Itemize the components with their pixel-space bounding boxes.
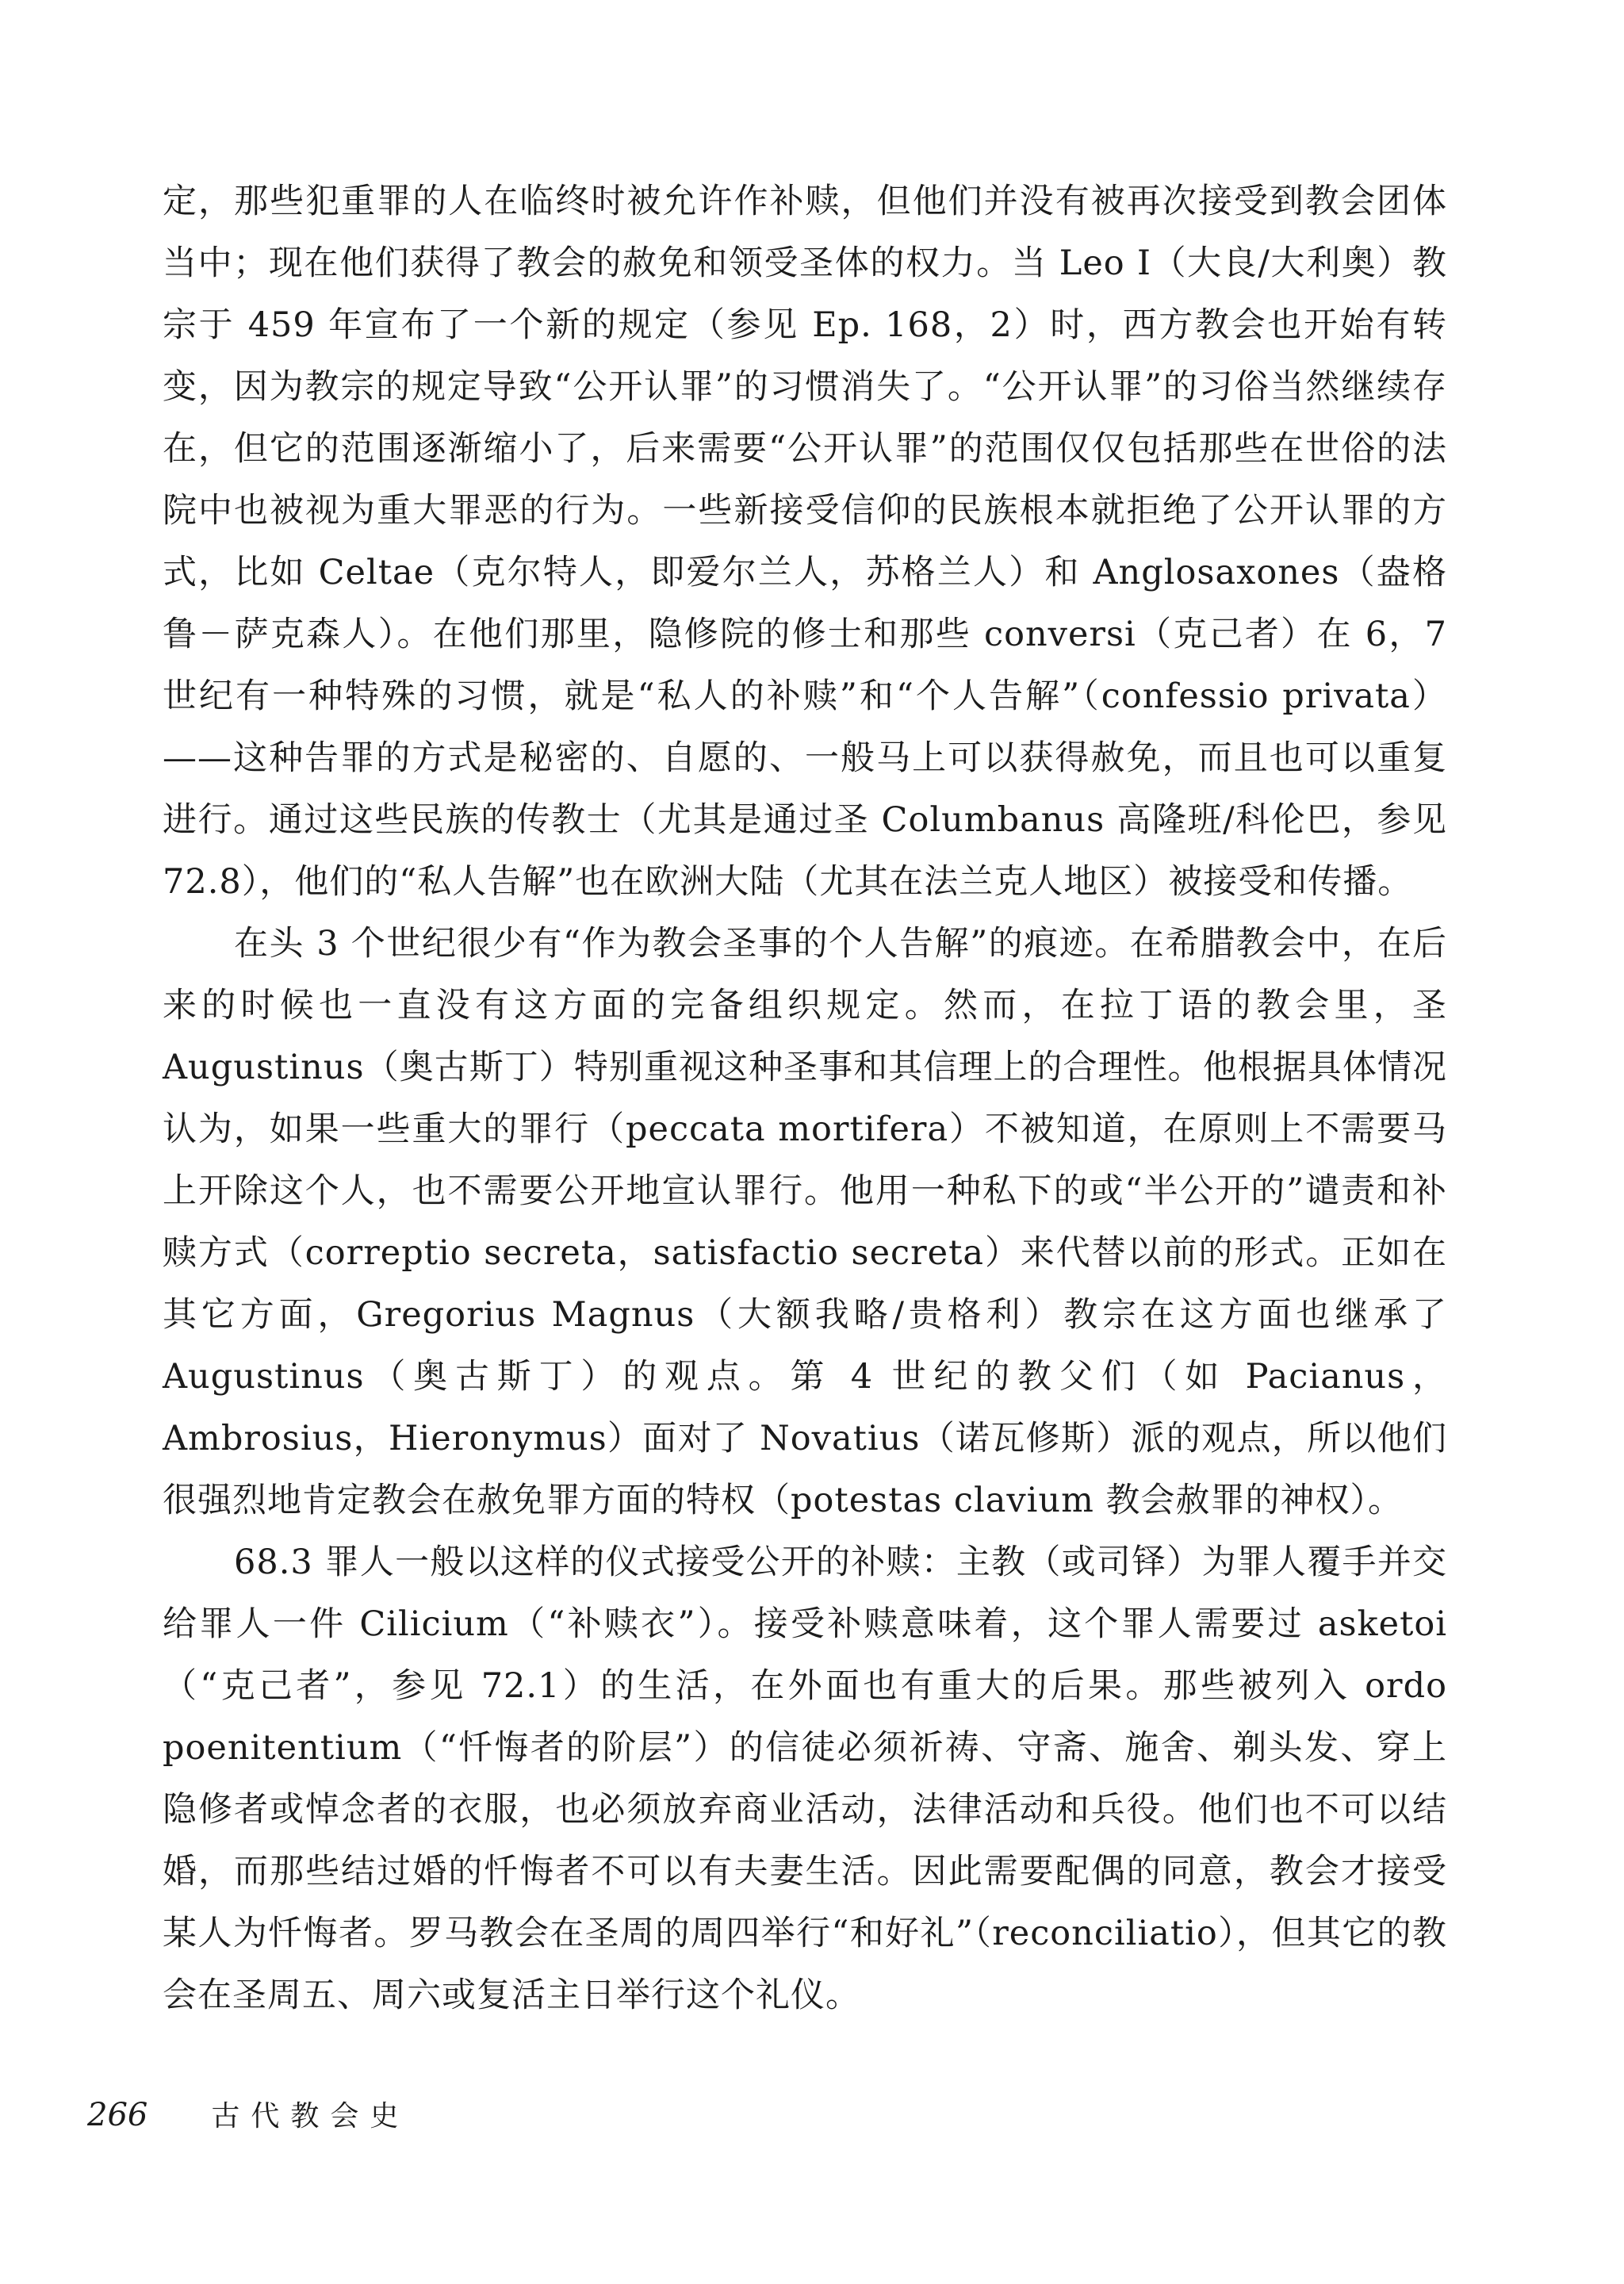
paragraph-confession-history: 在头 3 个世纪很少有“作为教会圣事的个人告解”的痕迹。在希腊教会中，在后来的时候也一直没有这方面的完备组织规定。然而，在拉丁语的教会里，圣 Augustinus（奥古斯丁）特别重视这种圣事和其信理上的合理性。他根据具体情况认为，如果一些重大的罪行（peccata mortifera）不被知道，在原则上不需要马上开除这个人，也不需要公开地宣认罪行。他用一种私下的或“半公开的”谴责和补赎方式（correptio secreta，satisfactio secreta）来代替以前的形式。正如在其它方面，Gregorius Magnus（大额我略/贵格利）教宗在这方面也继承了 Augustinus（奥古斯丁）的观点。第 4 世纪的教父们（如 Pacianus，Ambrosius，Hieronymus）面对了 Novatius（诺瓦修斯）派的观点，所以他们很强烈地肯定教会在赦免罪方面的特权（potestas clavium 教会赦罪的神权）。 — [163, 924, 1447, 1520]
paragraph-section-68-3: 68.3 罪人一般以这样的仪式接受公开的补赎：主教（或司铎）为罪人覆手并交给罪人一件 Cilicium（“补赎衣”）。接受补赎意味着，这个罪人需要过 asketoi（“克己者”，参见 72.1）的生活，在外面也有重大的后果。那些被列入 ordo poenitentium（“忏悔者的阶层”）的信徒必须祈祷、守斋、施舍、剃头发、穿上隐修者或悼念者的衣服，也必须放弃商业活动，法律活动和兵役。他们也不可以结婚，而那些结过婚的忏悔者不可以有夫妻生活。因此需要配偶的同意，教会才接受某人为忏悔者。罗马教会在圣周的周四举行“和好礼”（reconciliatio），但其它的教会在圣周五、周六或复活主日举行这个礼仪。 — [163, 1542, 1447, 2015]
paragraph-continued: 定，那些犯重罪的人在临终时被允许作补赎，但他们并没有被再次接受到教会团体当中；现在他们获得了教会的赦免和领受圣体的权力。当 Leo I（大良/大利奥）教宗于 459 年宣布了一个新的规定（参见 Ep. 168，2）时，西方教会也开始有转变，因为教宗的规定导致“公开认罪”的习惯消失了。“公开认罪”的习俗当然继续存在，但它的范围逐渐缩小了，后来需要“公开认罪”的范围仅仅包括那些在世俗的法院中也被视为重大罪恶的行为。一些新接受信仰的民族根本就拒绝了公开认罪的方式，比如 Celtae（克尔特人，即爱尔兰人，苏格兰人）和 Anglosaxones（盎格鲁－萨克森人）。在他们那里，隐修院的修士和那些 conversi（克己者）在 6，7 世纪有一种特殊的习惯，就是“私人的补赎”和“个人告解”（confessio privata）——这种告罪的方式是秘密的、自愿的、一般马上可以获得赦免，而且也可以重复进行。通过这些民族的传教士（尤其是通过圣 Columbanus 高隆班/科伦巴，参见 72.8），他们的“私人告解”也在欧洲大陆（尤其在法兰克人地区）被接受和传播。 — [163, 182, 1447, 902]
page-number: 266 — [87, 2097, 148, 2133]
body-text — [163, 171, 1447, 2026]
running-title: 古代教会史 — [211, 2100, 410, 2133]
page-footer — [87, 2094, 409, 2141]
